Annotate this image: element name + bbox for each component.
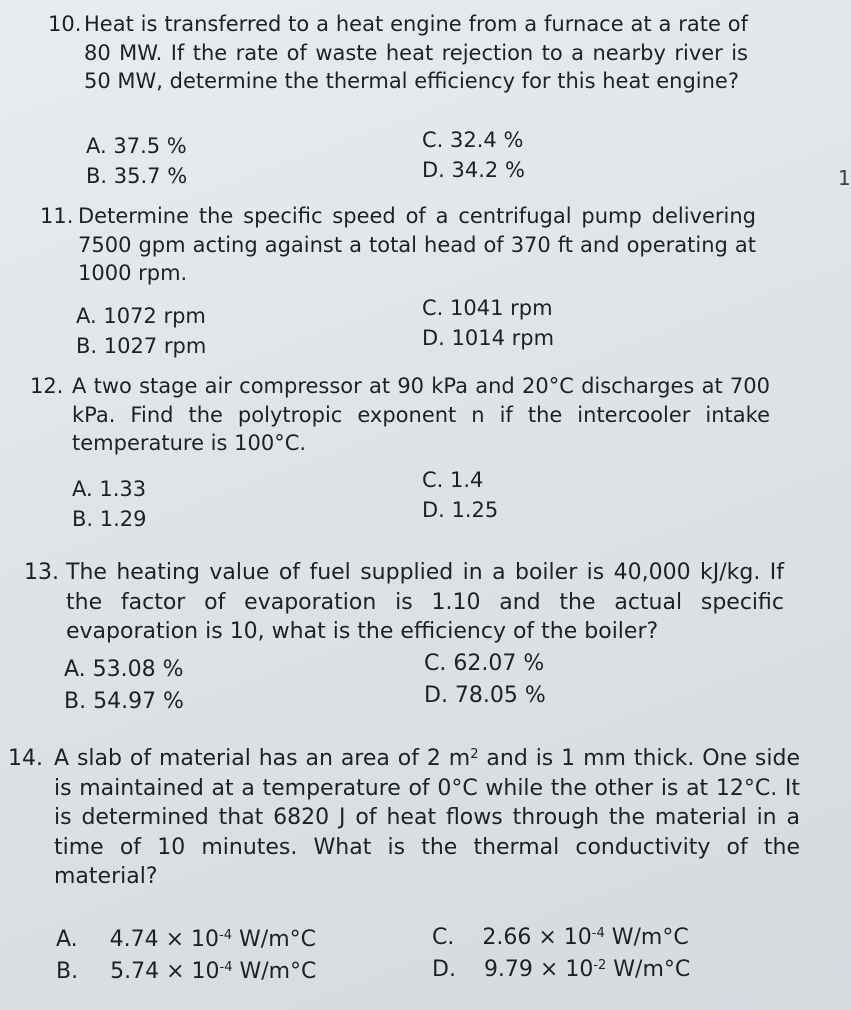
option-exponent: -2 [593,957,607,973]
option-10-d: D. 34.2 % [422,158,525,182]
option-unit: W/m°C [232,959,317,984]
question-text-part-2: and is 1 mm thick. One side is maintained at a temperature of 0°C while the other is at 12°C. It is determined that 6820 J of heat flows through the material in a time of 10 minutes. What is the thermal conductivity of the material? [54,746,801,889]
option-mantissa: 4.74 × 10 [109,927,220,952]
option-13-c: C. 62.07 % [424,651,545,676]
question-text: A two stage air compressor at 90 kPa and 20°C discharges at 700 kPa. Find the polytropic exponent n if the intercooler intake temperature is 100°C. [72,374,770,455]
option-unit: W/m°C [604,925,689,950]
option-10-a: A. 37.5 % [86,134,187,158]
question-number: 13. [24,560,59,585]
option-mantissa: 9.79 × 10 [483,957,594,982]
option-13-b: B. 54.97 % [64,689,184,714]
option-letter: C. [432,925,455,950]
question-number: 14. [8,746,43,771]
margin-mark: 1 [838,166,851,190]
option-13-d: D. 78.05 % [424,683,546,708]
option-11-a: A. 1072 rpm [76,304,206,328]
option-letter: A. [56,927,78,952]
option-12-c: C. 1.4 [422,468,484,492]
option-11-c: C. 1041 rpm [422,296,553,320]
option-unit: W/m°C [232,927,316,952]
question-text: Determine the specific speed of a centrifugal pump delivering 7500 gpm acting against a total head of 370 ft and operating at 1000 rpm. [78,204,756,285]
option-12-a: A. 1.33 [72,477,147,501]
option-14-c [432,924,689,952]
question-number: 11. [40,204,74,228]
option-14-d [432,956,690,984]
option-exponent: -4 [219,927,233,943]
option-11-b: B. 1027 rpm [76,334,207,358]
option-13-a: A. 53.08 % [64,657,184,682]
question-text-part-1: A slab of material has an area of 2 m [54,746,471,771]
option-exponent: -4 [591,925,605,941]
question-text: Heat is transferred to a heat engine from a furnace at a rate of 80 MW. If the rate of waste heat rejection to a nearby river is 50 MW, determine the thermal efficiency for this heat engine? [84,12,748,93]
question-text: The heating value of fuel supplied in a boiler is 40,000 kJ/kg. If the factor of evaporation is 1.10 and the actual specific evaporation is 10, what is the efficiency of the boiler? [66,560,784,644]
option-11-d: D. 1014 rpm [422,326,555,350]
option-unit: W/m°C [606,957,691,982]
option-letter: D. [432,957,456,982]
option-14-b [56,958,316,986]
option-10-b: B. 35.7 % [86,164,188,188]
question-number: 12. [30,374,64,398]
option-exponent: -4 [219,959,233,975]
option-12-b: B. 1.29 [72,507,147,531]
question-number: 10. [48,12,82,36]
option-mantissa: 2.66 × 10 [482,925,592,950]
option-letter: B. [56,959,79,984]
option-12-d: D. 1.25 [422,498,499,522]
option-10-c: C. 32.4 % [422,128,524,152]
option-14-a [56,926,316,954]
option-mantissa: 5.74 × 10 [110,959,220,984]
question-text [54,744,800,892]
area-exponent: 2 [470,746,479,762]
